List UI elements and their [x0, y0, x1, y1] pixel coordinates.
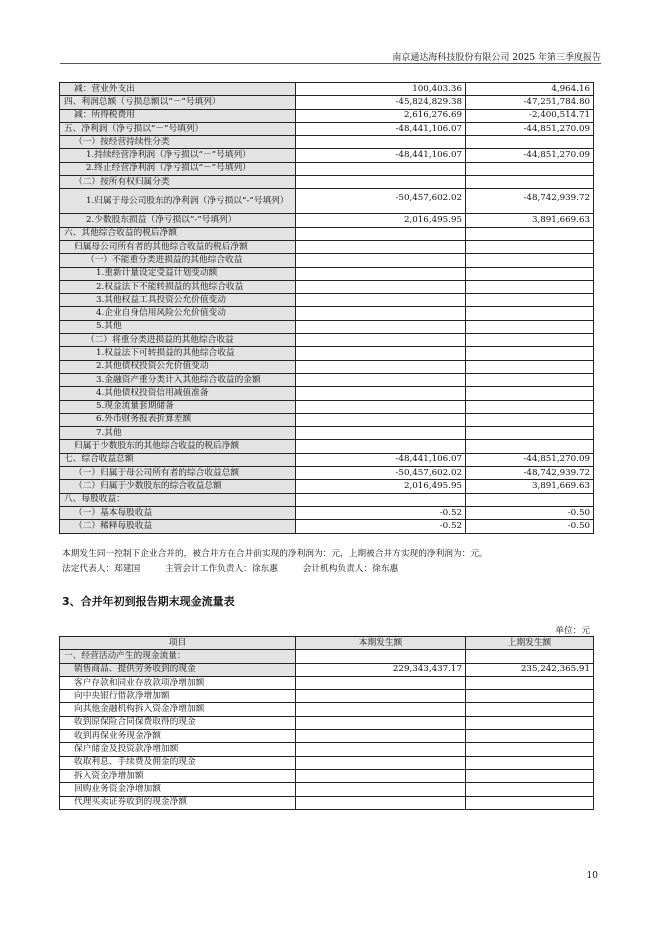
previous-period-value: 4,964.16 — [466, 83, 594, 96]
current-period-value — [296, 294, 466, 307]
previous-period-value — [466, 756, 594, 769]
row-label: 7.其他 — [60, 427, 296, 440]
current-period-value — [296, 413, 466, 426]
row-label: 1.重新计量设定受益计划变动额 — [60, 267, 296, 280]
previous-period-value — [466, 387, 594, 400]
row-label: 一、经营活动产生的现金流量： — [60, 650, 296, 663]
current-period-value — [296, 756, 466, 769]
current-period-value: -48,441,106.07 — [296, 453, 466, 466]
row-label: 收到原保险合同保费取得的现金 — [60, 716, 296, 729]
previous-period-value: 3,891,669.63 — [466, 480, 594, 493]
row-label: 3.其他权益工具投资公允价值变动 — [60, 294, 296, 307]
row-label: 减：营业外支出 — [60, 83, 296, 96]
accounting-head: 主管会计工作负责人：徐东惠 — [164, 564, 278, 574]
previous-period-value: -47,251,784.80 — [466, 96, 594, 109]
previous-period-value — [466, 796, 594, 809]
previous-period-value: -48,742,939.72 — [466, 467, 594, 480]
previous-period-value: 235,242,365.91 — [466, 663, 594, 676]
row-label: 四、利润总额（亏损总额以“－”号填列） — [60, 96, 296, 109]
table-row — [60, 743, 594, 756]
previous-period-value — [466, 240, 594, 253]
previous-period-value — [466, 783, 594, 796]
table-row — [60, 663, 594, 676]
row-label: 客户存款和同业存放款项净增加额 — [60, 676, 296, 689]
current-period-value: 100,403.36 — [296, 83, 466, 96]
row-label: （二）稀释每股收益 — [60, 520, 296, 533]
table-row — [60, 730, 594, 743]
row-label: 4.其他债权投资信用减值准备 — [60, 387, 296, 400]
row-label: 6.外币财务报表折算差额 — [60, 413, 296, 426]
previous-period-value — [466, 334, 594, 347]
table-row — [60, 280, 594, 293]
row-label: 1.归属于母公司股东的净利润（净亏损以“-”号填列） — [60, 189, 296, 214]
page-number: 10 — [586, 871, 598, 881]
row-label: 六、其他综合收益的税后净额 — [60, 227, 296, 240]
previous-period-value — [466, 320, 594, 333]
row-label: 归属母公司所有者的其他综合收益的税后净额 — [60, 240, 296, 253]
current-period-value — [296, 240, 466, 253]
current-period-value — [296, 400, 466, 413]
table-row — [60, 427, 594, 440]
previous-period-value — [466, 360, 594, 373]
previous-period-value — [466, 227, 594, 240]
row-label: （二）将重分类进损益的其他综合收益 — [60, 334, 296, 347]
current-period-value — [296, 136, 466, 149]
current-period-value: -48,441,106.07 — [296, 122, 466, 135]
previous-period-value — [466, 703, 594, 716]
previous-period-value — [466, 267, 594, 280]
row-label: 2.权益法下不能转损益的其他综合收益 — [60, 280, 296, 293]
current-period-value — [296, 320, 466, 333]
table-row — [60, 96, 594, 109]
income-statement-table — [59, 82, 594, 534]
row-label: 向其他金融机构拆入资金净增加额 — [60, 703, 296, 716]
current-period-value — [296, 334, 466, 347]
column-header-item: 项目 — [60, 637, 296, 650]
previous-period-value — [466, 650, 594, 663]
table-row — [60, 122, 594, 135]
row-label: 2.其他债权投资公允价值变动 — [60, 360, 296, 373]
current-period-value — [296, 769, 466, 782]
current-period-value — [296, 267, 466, 280]
table-row — [60, 109, 594, 122]
current-period-value — [296, 783, 466, 796]
table-row — [60, 254, 594, 267]
cash-flow-header-row — [60, 637, 594, 650]
table-row — [60, 440, 594, 453]
page-header: 南京通达海科技股份有限公司 2025 年第三季度报告 — [392, 53, 601, 63]
table-row — [60, 176, 594, 189]
previous-period-value — [466, 307, 594, 320]
table-row — [60, 136, 594, 149]
table-row — [60, 267, 594, 280]
current-period-value: 2,616,276.69 — [296, 109, 466, 122]
previous-period-value: -44,851,270.09 — [466, 453, 594, 466]
current-period-value — [296, 796, 466, 809]
current-period-value: 229,343,437.17 — [296, 663, 466, 676]
row-label: （二）按所有权归属分类 — [60, 176, 296, 189]
current-period-value — [296, 360, 466, 373]
current-period-value: -50,457,602.02 — [296, 467, 466, 480]
previous-period-value — [466, 136, 594, 149]
previous-period-value — [466, 176, 594, 189]
table-row — [60, 307, 594, 320]
previous-period-value — [466, 254, 594, 267]
table-row — [60, 387, 594, 400]
table-row — [60, 703, 594, 716]
table-row — [60, 506, 594, 519]
previous-period-value — [466, 716, 594, 729]
header-divider — [60, 63, 601, 64]
current-period-value: -0.52 — [296, 520, 466, 533]
row-label: 回购业务资金净增加额 — [60, 783, 296, 796]
current-period-value — [296, 227, 466, 240]
previous-period-value — [466, 413, 594, 426]
column-header-previous: 上期发生额 — [466, 637, 594, 650]
previous-period-value — [466, 294, 594, 307]
table-row — [60, 676, 594, 689]
table-row — [60, 716, 594, 729]
accounting-org-head: 会计机构负责人：徐东惠 — [302, 564, 399, 574]
table-row — [60, 413, 594, 426]
table-row — [60, 796, 594, 809]
current-period-value: -45,824,829.38 — [296, 96, 466, 109]
row-label: 销售商品、提供劳务收到的现金 — [60, 663, 296, 676]
previous-period-value — [466, 493, 594, 506]
row-label: 向中央银行借款净增加额 — [60, 690, 296, 703]
table-row — [60, 294, 594, 307]
previous-period-value — [466, 440, 594, 453]
table-row — [60, 690, 594, 703]
current-period-value: -48,441,106.07 — [296, 149, 466, 162]
row-label: 收取利息、手续费及佣金的现金 — [60, 756, 296, 769]
table-row — [60, 400, 594, 413]
table-row — [60, 756, 594, 769]
current-period-value — [296, 176, 466, 189]
current-period-value — [296, 440, 466, 453]
row-label: 2.少数股东损益（净亏损以“-”号填列） — [60, 214, 296, 227]
cash-flow-body — [60, 650, 594, 810]
row-label: 1.权益法下可转损益的其他综合收益 — [60, 347, 296, 360]
current-period-value — [296, 703, 466, 716]
previous-period-value — [466, 427, 594, 440]
current-period-value — [296, 347, 466, 360]
row-label: （二）归属于少数股东的综合收益总额 — [60, 480, 296, 493]
row-label: 收到再保业务现金净额 — [60, 730, 296, 743]
previous-period-value — [466, 347, 594, 360]
row-label: （一）按经营持续性分类 — [60, 136, 296, 149]
table-row — [60, 162, 594, 175]
current-period-value — [296, 743, 466, 756]
cash-flow-table — [59, 636, 594, 810]
row-label: 5.其他 — [60, 320, 296, 333]
row-label: （一）归属于母公司所有者的综合收益总额 — [60, 467, 296, 480]
previous-period-value: -44,851,270.09 — [466, 122, 594, 135]
table-row — [60, 320, 594, 333]
table-row — [60, 480, 594, 493]
row-label: 5.现金流量套期储备 — [60, 400, 296, 413]
table-row — [60, 467, 594, 480]
row-label: 五、净利润（净亏损以“－”号填列） — [60, 122, 296, 135]
table-row — [60, 360, 594, 373]
row-label: 2.终止经营净利润（净亏损以“－”号填列） — [60, 162, 296, 175]
row-label: 七、综合收益总额 — [60, 453, 296, 466]
current-period-value — [296, 676, 466, 689]
previous-period-value — [466, 676, 594, 689]
row-label: （一）不能重分类进损益的其他综合收益 — [60, 254, 296, 267]
merger-note: 本期发生同一控制下企业合并的，被合并方在合并前实现的净利润为：元，上期被合并方实现的净利润为：元。 — [62, 549, 488, 559]
table-row — [60, 240, 594, 253]
row-label: 3.金融资产重分类计入其他综合收益的金额 — [60, 373, 296, 386]
current-period-value — [296, 254, 466, 267]
current-period-value: 2,016,495.95 — [296, 480, 466, 493]
previous-period-value — [466, 769, 594, 782]
row-label: 保户储金及投资款净增加额 — [60, 743, 296, 756]
table-row — [60, 493, 594, 506]
current-period-value — [296, 716, 466, 729]
legal-representative: 法定代表人：郑建国 — [62, 564, 141, 574]
table-row — [60, 227, 594, 240]
income-statement-body — [60, 83, 594, 534]
current-period-value: -0.52 — [296, 506, 466, 519]
current-period-value — [296, 493, 466, 506]
table-row — [60, 149, 594, 162]
row-label: 八、每股收益： — [60, 493, 296, 506]
current-period-value — [296, 373, 466, 386]
table-row — [60, 769, 594, 782]
current-period-value — [296, 387, 466, 400]
table-row — [60, 347, 594, 360]
table-row — [60, 214, 594, 227]
table-row — [60, 334, 594, 347]
table-row — [60, 453, 594, 466]
previous-period-value — [466, 280, 594, 293]
current-period-value — [296, 307, 466, 320]
column-header-current: 本期发生额 — [296, 637, 466, 650]
current-period-value — [296, 280, 466, 293]
table-row — [60, 83, 594, 96]
current-period-value — [296, 650, 466, 663]
section-title: 3、合并年初到报告期末现金流量表 — [62, 595, 235, 608]
row-label: （一）基本每股收益 — [60, 506, 296, 519]
current-period-value — [296, 162, 466, 175]
previous-period-value — [466, 400, 594, 413]
previous-period-value: -2,400,514.71 — [466, 109, 594, 122]
previous-period-value — [466, 162, 594, 175]
previous-period-value — [466, 690, 594, 703]
table-row — [60, 189, 594, 214]
current-period-value — [296, 690, 466, 703]
row-label: 拆入资金净增加额 — [60, 769, 296, 782]
table-row — [60, 373, 594, 386]
row-label: 代理买卖证券收到的现金净额 — [60, 796, 296, 809]
table-row — [60, 520, 594, 533]
previous-period-value: 3,891,669.63 — [466, 214, 594, 227]
unit-label: 单位：元 — [555, 626, 590, 636]
previous-period-value: -0.50 — [466, 506, 594, 519]
current-period-value: -50,457,602.02 — [296, 189, 466, 214]
previous-period-value: -48,742,939.72 — [466, 189, 594, 214]
row-label: 1.持续经营净利润（净亏损以“－”号填列） — [60, 149, 296, 162]
previous-period-value — [466, 743, 594, 756]
previous-period-value: -44,851,270.09 — [466, 149, 594, 162]
row-label: 4.企业自身信用风险公允价值变动 — [60, 307, 296, 320]
row-label: 减：所得税费用 — [60, 109, 296, 122]
previous-period-value — [466, 730, 594, 743]
table-row — [60, 783, 594, 796]
current-period-value — [296, 730, 466, 743]
table-row — [60, 650, 594, 663]
row-label: 归属于少数股东的其他综合收益的税后净额 — [60, 440, 296, 453]
current-period-value: 2,016,495.95 — [296, 214, 466, 227]
previous-period-value: -0.50 — [466, 520, 594, 533]
current-period-value — [296, 427, 466, 440]
signature-line — [62, 562, 398, 574]
previous-period-value — [466, 373, 594, 386]
